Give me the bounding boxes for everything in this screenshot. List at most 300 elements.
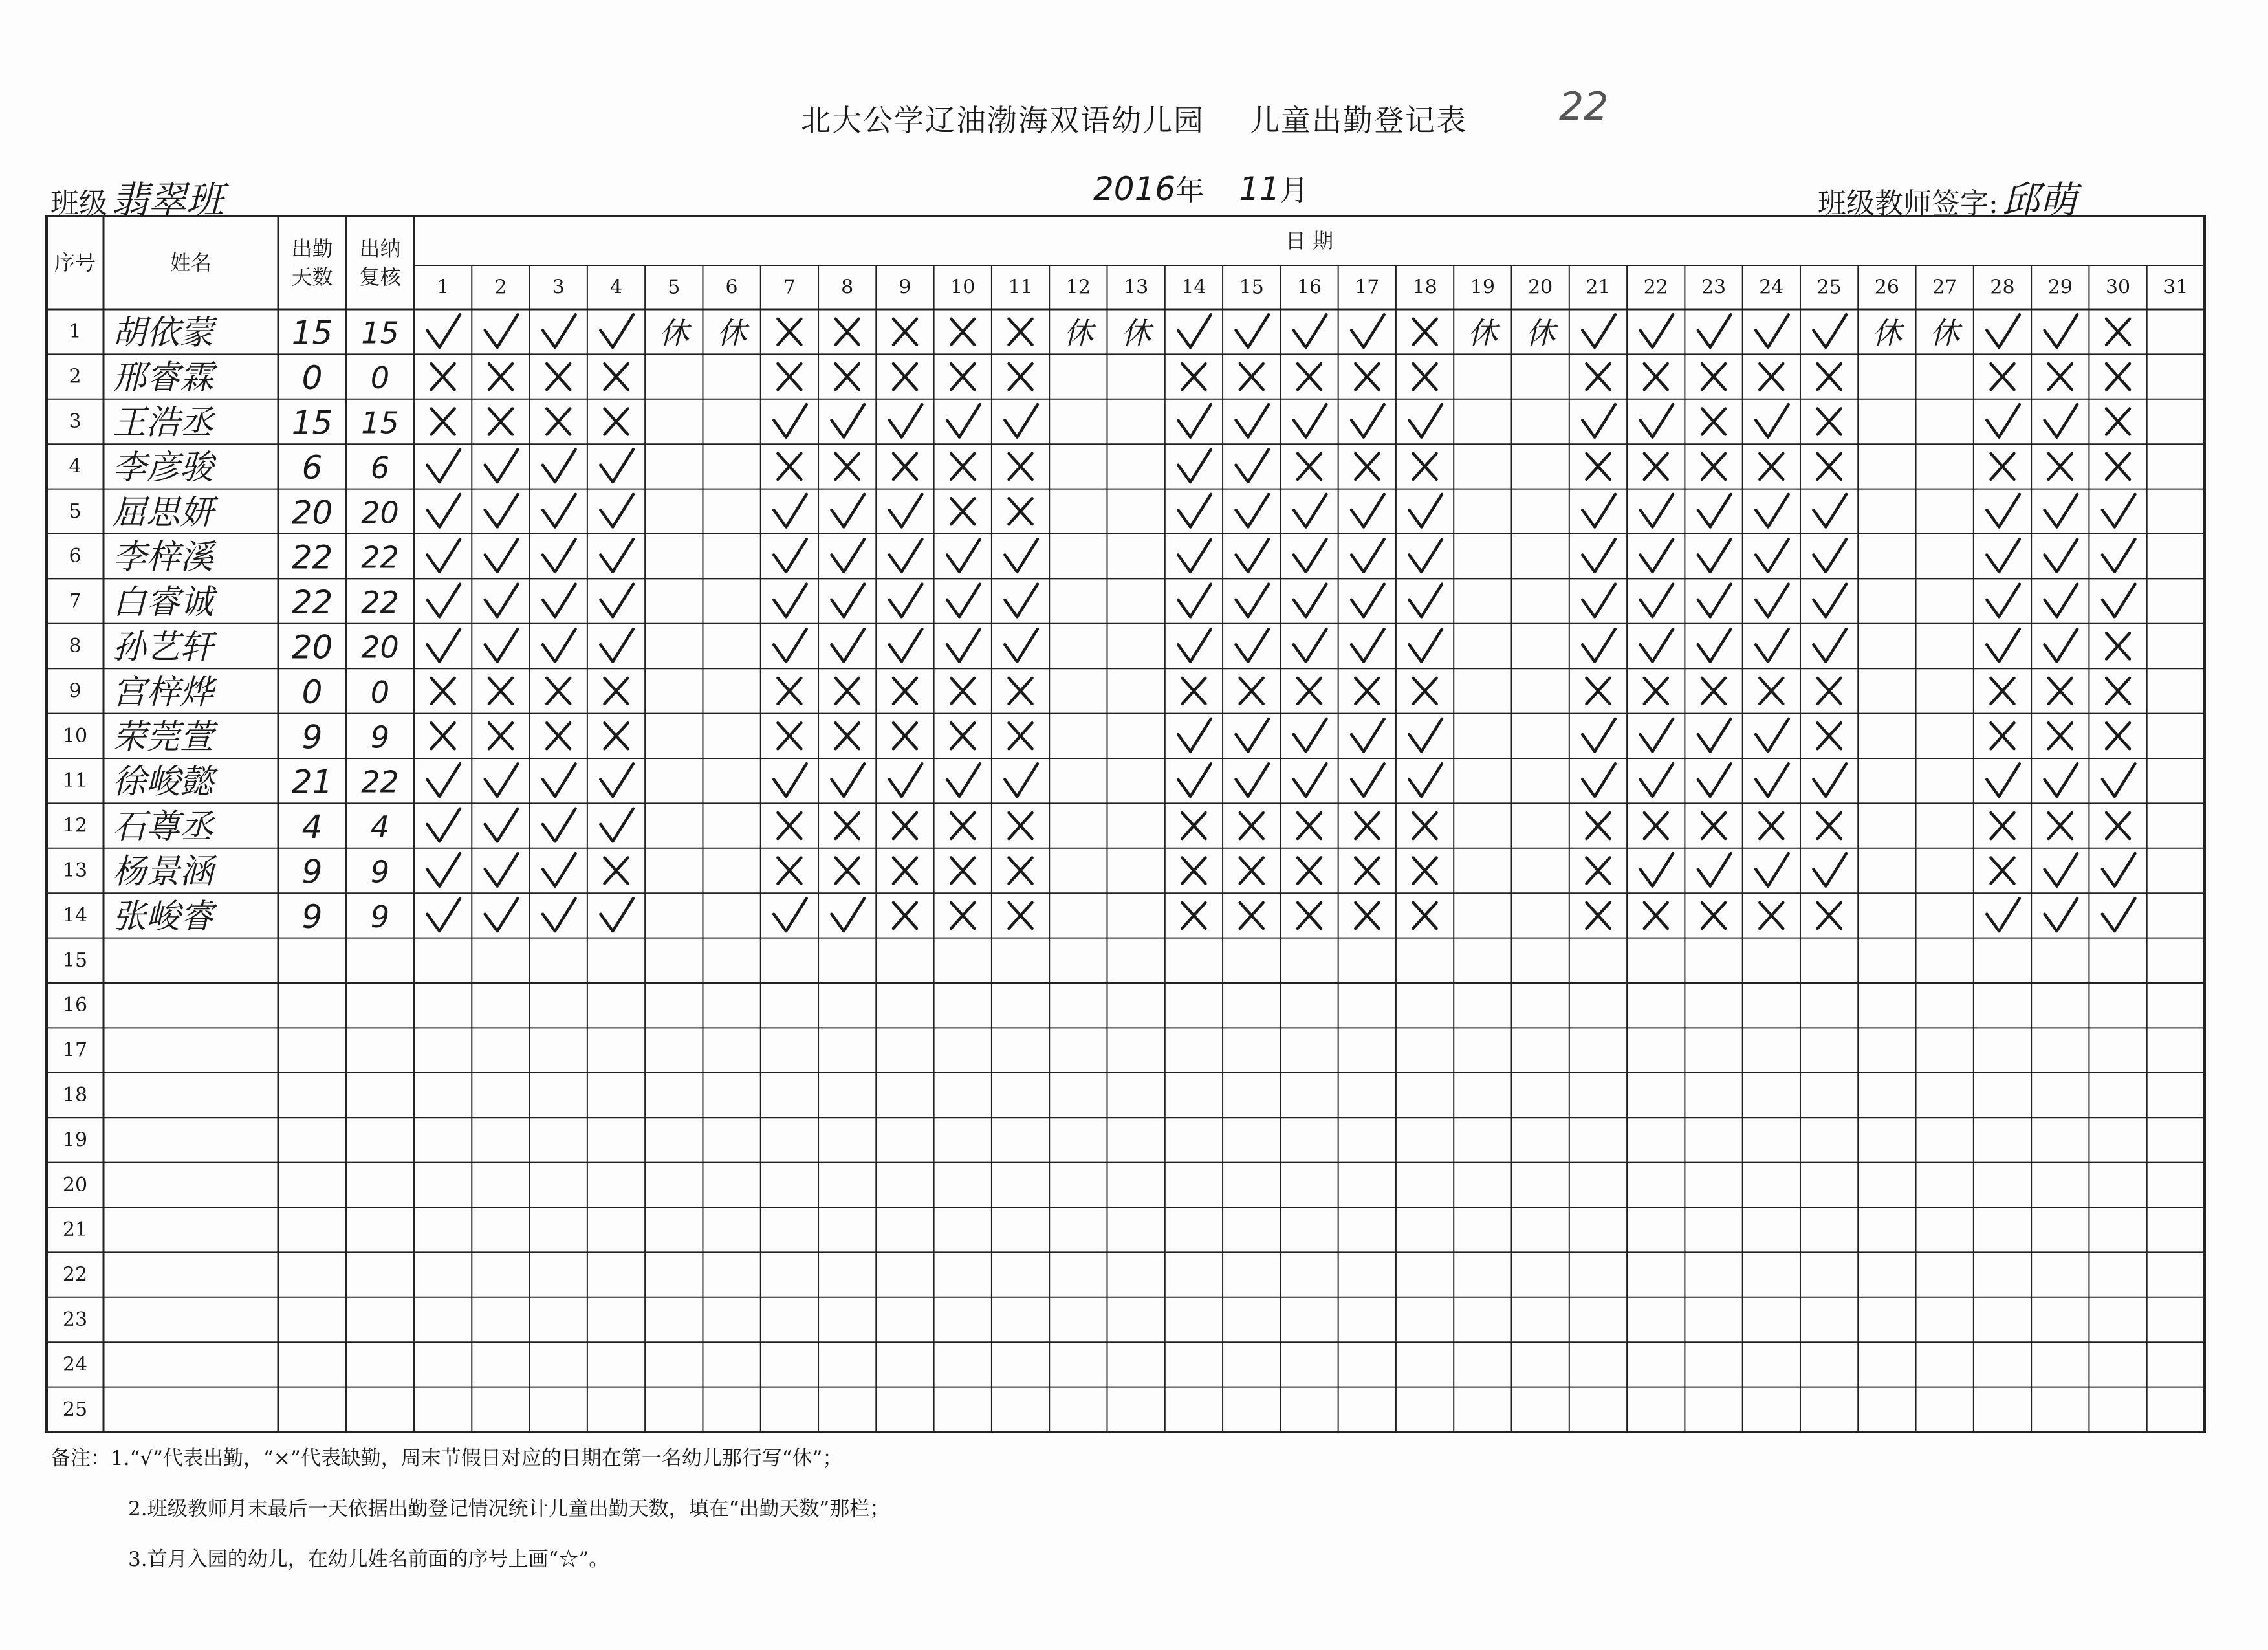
class-value: 翡翠班 xyxy=(111,178,224,222)
check-mark xyxy=(889,764,922,797)
cashier-check-days: 20 xyxy=(361,630,399,665)
cross-mark xyxy=(1760,903,1783,929)
cross-mark xyxy=(2049,813,2072,839)
attendance-days: 22 xyxy=(291,538,333,577)
page-number: 22 xyxy=(1559,84,1609,129)
cross-mark xyxy=(836,723,859,749)
student-name: 王浩丞 xyxy=(113,403,214,443)
check-mark xyxy=(889,584,922,617)
cross-mark xyxy=(605,409,628,435)
cross-mark xyxy=(1586,454,1609,479)
check-mark xyxy=(1698,494,1731,527)
holiday-mark: 休 xyxy=(1525,315,1556,351)
cross-mark xyxy=(1702,813,1725,839)
check-mark xyxy=(600,629,633,662)
check-mark xyxy=(1236,314,1269,347)
cross-mark xyxy=(1009,723,1032,749)
row-number: 1 xyxy=(69,320,82,344)
cross-mark xyxy=(836,319,859,345)
cross-mark xyxy=(489,409,512,435)
row-number: 12 xyxy=(62,814,88,837)
teacher-label: 班级教师签字: xyxy=(1818,187,1998,220)
day-number: 30 xyxy=(2105,276,2131,299)
check-mark xyxy=(2102,899,2135,932)
student-name: 杨景涵 xyxy=(113,852,214,892)
cashier-check-days: 6 xyxy=(370,450,390,485)
day-number: 11 xyxy=(1008,276,1033,299)
cross-mark xyxy=(431,364,455,390)
cross-mark xyxy=(1702,903,1725,929)
day-number: 27 xyxy=(1932,276,1957,299)
cross-mark xyxy=(1298,903,1321,929)
cross-mark xyxy=(1240,364,1263,390)
cashier-check-days: 15 xyxy=(361,315,399,351)
holiday-mark: 休 xyxy=(1467,315,1498,351)
check-mark xyxy=(1756,764,1789,797)
cross-mark xyxy=(778,678,801,704)
day-number: 26 xyxy=(1874,276,1899,299)
check-mark xyxy=(889,494,922,527)
cross-mark xyxy=(1586,364,1609,390)
check-mark xyxy=(2045,314,2078,347)
row-number: 24 xyxy=(62,1353,88,1376)
check-mark xyxy=(1641,719,1674,752)
check-mark xyxy=(1178,719,1211,752)
row-number: 19 xyxy=(62,1128,88,1152)
row-number: 25 xyxy=(62,1398,88,1421)
attendance-days: 22 xyxy=(291,584,333,622)
day-number: 12 xyxy=(1065,276,1091,299)
check-mark xyxy=(774,764,807,797)
check-mark xyxy=(1351,494,1384,527)
cross-mark xyxy=(1298,364,1321,390)
check-mark xyxy=(1641,629,1674,662)
check-mark xyxy=(774,494,807,527)
check-mark xyxy=(2045,853,2078,886)
check-mark xyxy=(774,899,807,932)
check-mark xyxy=(1698,719,1731,752)
cross-mark xyxy=(1009,498,1032,524)
note-2: 2.班级教师月末最后一天依据出勤登记情况统计儿童出勤天数，填在“出勤天数”那栏； xyxy=(128,1497,890,1521)
cross-mark xyxy=(1818,409,1841,435)
attendance-days: 15 xyxy=(291,314,333,352)
check-mark xyxy=(427,899,460,932)
cashier-check-days: 15 xyxy=(361,405,399,441)
check-mark xyxy=(543,899,576,932)
holiday-mark: 休 xyxy=(717,315,747,351)
row-number: 10 xyxy=(62,724,88,747)
student-name: 孙艺轩 xyxy=(113,628,214,667)
day-number: 14 xyxy=(1181,276,1206,299)
cross-mark xyxy=(1644,813,1668,839)
month-value: 11 xyxy=(1239,170,1280,208)
day-number: 22 xyxy=(1643,276,1668,299)
check-mark xyxy=(600,450,633,483)
day-number: 10 xyxy=(950,276,976,299)
check-mark xyxy=(2102,584,2135,617)
cross-mark xyxy=(893,903,917,929)
cross-mark xyxy=(489,364,512,390)
check-mark xyxy=(1813,314,1846,347)
cashier-check-header: 出纳 xyxy=(359,236,401,261)
student-name: 宫梓烨 xyxy=(113,672,214,712)
check-mark xyxy=(1236,719,1269,752)
check-mark xyxy=(543,853,576,886)
cross-mark xyxy=(1702,454,1725,479)
day-number: 23 xyxy=(1701,276,1727,299)
row-number: 8 xyxy=(69,635,82,657)
cross-mark xyxy=(1644,678,1668,704)
cross-mark xyxy=(1586,678,1609,704)
cross-mark xyxy=(778,723,801,749)
cross-mark xyxy=(2106,409,2130,435)
cashier-check-days: 0 xyxy=(370,674,390,710)
cross-mark xyxy=(836,678,859,704)
check-mark xyxy=(1698,629,1731,662)
check-mark xyxy=(1294,314,1327,347)
attendance-days: 20 xyxy=(291,494,333,532)
check-mark xyxy=(1756,629,1789,662)
check-mark xyxy=(1351,764,1384,797)
check-mark xyxy=(600,314,633,347)
check-mark xyxy=(2045,629,2078,662)
day-number: 19 xyxy=(1470,276,1495,299)
check-mark xyxy=(543,539,576,572)
cashier-check-days: 0 xyxy=(370,360,390,396)
day-number: 24 xyxy=(1759,276,1784,299)
cross-mark xyxy=(1990,678,2014,704)
holiday-mark: 休 xyxy=(1930,315,1960,351)
check-mark xyxy=(831,764,864,797)
student-name: 李梓溪 xyxy=(113,538,214,577)
check-mark xyxy=(1582,494,1615,527)
row-number: 6 xyxy=(69,545,82,568)
check-mark xyxy=(1641,494,1674,527)
row-number: 23 xyxy=(62,1308,88,1331)
cross-mark xyxy=(2106,678,2130,704)
check-mark xyxy=(1756,494,1789,527)
check-mark xyxy=(427,809,460,842)
cross-mark xyxy=(1586,903,1609,929)
cross-mark xyxy=(893,678,917,704)
check-mark xyxy=(485,853,518,886)
check-mark xyxy=(1005,539,1038,572)
day-number: 2 xyxy=(494,276,507,299)
cashier-check-days: 9 xyxy=(370,720,390,755)
check-mark xyxy=(1756,314,1789,347)
check-mark xyxy=(600,494,633,527)
check-mark xyxy=(831,404,864,437)
day-number: 15 xyxy=(1239,276,1264,299)
check-mark xyxy=(1351,539,1384,572)
day-number: 9 xyxy=(899,276,911,299)
cross-mark xyxy=(1009,858,1032,884)
cross-mark xyxy=(1009,319,1032,345)
check-mark xyxy=(1178,450,1211,483)
cross-mark xyxy=(1818,364,1841,390)
check-mark xyxy=(1236,494,1269,527)
cross-mark xyxy=(2049,678,2072,704)
check-mark xyxy=(947,404,980,437)
check-mark xyxy=(1294,584,1327,617)
cross-mark xyxy=(547,678,570,704)
cross-mark xyxy=(893,364,917,390)
year-suffix: 年 xyxy=(1175,174,1205,207)
check-mark xyxy=(485,809,518,842)
check-mark xyxy=(1582,539,1615,572)
cross-mark xyxy=(1818,903,1841,929)
cross-mark xyxy=(1413,678,1437,704)
cross-mark xyxy=(431,678,455,704)
check-mark xyxy=(543,629,576,662)
teacher-signature: 邱萌 xyxy=(2001,178,2077,222)
check-mark xyxy=(1294,629,1327,662)
check-mark xyxy=(427,450,460,483)
row-number: 3 xyxy=(69,410,82,433)
check-mark xyxy=(774,404,807,437)
check-mark xyxy=(1178,494,1211,527)
attendance-days: 21 xyxy=(291,763,333,801)
cross-mark xyxy=(951,858,974,884)
cashier-check-days: 22 xyxy=(361,540,399,575)
holiday-mark: 休 xyxy=(659,315,689,351)
check-mark xyxy=(1987,764,2020,797)
check-mark xyxy=(1351,719,1384,752)
cross-mark xyxy=(1644,903,1668,929)
check-mark xyxy=(1409,629,1442,662)
cross-mark xyxy=(1182,678,1205,704)
row-number: 22 xyxy=(62,1263,88,1286)
cross-mark xyxy=(1990,454,2014,479)
check-mark xyxy=(1987,899,2020,932)
check-mark xyxy=(1641,404,1674,437)
check-mark xyxy=(1236,404,1269,437)
student-name: 张峻睿 xyxy=(113,897,214,936)
check-mark xyxy=(1813,764,1846,797)
check-mark xyxy=(1294,539,1327,572)
holiday-mark: 休 xyxy=(1121,315,1151,351)
student-name: 屈思妍 xyxy=(113,493,214,533)
cross-mark xyxy=(431,409,455,435)
day-number: 6 xyxy=(725,276,738,299)
row-number: 18 xyxy=(62,1084,88,1106)
row-number: 2 xyxy=(69,365,82,388)
cross-mark xyxy=(489,723,512,749)
cross-mark xyxy=(951,364,974,390)
seq-header: 序号 xyxy=(54,250,96,275)
check-mark xyxy=(1178,584,1211,617)
attendance-days: 0 xyxy=(301,359,323,397)
row-number: 14 xyxy=(62,904,88,927)
student-name: 石尊丞 xyxy=(113,808,214,847)
cross-mark xyxy=(836,858,859,884)
check-mark xyxy=(1294,404,1327,437)
check-mark xyxy=(1178,629,1211,662)
check-mark xyxy=(1756,584,1789,617)
cross-mark xyxy=(778,813,801,839)
cross-mark xyxy=(1413,903,1437,929)
cross-mark xyxy=(951,813,974,839)
check-mark xyxy=(543,764,576,797)
check-mark xyxy=(1698,853,1731,886)
check-mark xyxy=(427,764,460,797)
note-1: 备注：1.“√”代表出勤，“×”代表缺勤，周末节假日对应的日期在第一名幼儿那行写“休”； xyxy=(50,1447,843,1470)
cross-mark xyxy=(1009,364,1032,390)
check-mark xyxy=(831,539,864,572)
form-name: 儿童出勤登记表 xyxy=(1250,103,1467,138)
cross-mark xyxy=(1413,454,1437,479)
check-mark xyxy=(2102,853,2135,886)
check-mark xyxy=(1987,629,2020,662)
day-number: 20 xyxy=(1528,276,1553,299)
check-mark xyxy=(600,899,633,932)
cross-mark xyxy=(1990,723,2014,749)
check-mark xyxy=(427,314,460,347)
day-number: 28 xyxy=(1990,276,2015,299)
day-number: 18 xyxy=(1412,276,1437,299)
cross-mark xyxy=(1702,678,1725,704)
cross-mark xyxy=(1009,454,1032,479)
cross-mark xyxy=(1355,813,1379,839)
cross-mark xyxy=(1760,364,1783,390)
cross-mark xyxy=(605,858,628,884)
attendance-days-header: 出勤 xyxy=(291,236,333,261)
check-mark xyxy=(1813,629,1846,662)
student-name: 荣莞萱 xyxy=(113,718,214,757)
check-mark xyxy=(485,494,518,527)
cross-mark xyxy=(1586,858,1609,884)
check-mark xyxy=(1582,719,1615,752)
check-mark xyxy=(600,539,633,572)
check-mark xyxy=(427,629,460,662)
cross-mark xyxy=(1182,813,1205,839)
check-mark xyxy=(1641,584,1674,617)
check-mark xyxy=(774,539,807,572)
check-mark xyxy=(1351,584,1384,617)
check-mark xyxy=(1698,314,1731,347)
check-mark xyxy=(1005,584,1038,617)
check-mark xyxy=(1005,629,1038,662)
check-mark xyxy=(485,764,518,797)
check-mark xyxy=(1813,494,1846,527)
month-suffix: 月 xyxy=(1280,174,1309,207)
cross-mark xyxy=(2106,723,2130,749)
holiday-mark: 休 xyxy=(1063,315,1093,351)
check-mark xyxy=(600,809,633,842)
row-number: 15 xyxy=(62,949,88,972)
year-value: 2016 xyxy=(1093,170,1176,208)
cross-mark xyxy=(893,319,917,345)
check-mark xyxy=(485,899,518,932)
student-name: 邢睿霖 xyxy=(113,358,214,398)
cross-mark xyxy=(1355,364,1379,390)
cross-mark xyxy=(1240,858,1263,884)
cashier-check-header: 复核 xyxy=(359,265,401,289)
cross-mark xyxy=(1586,813,1609,839)
check-mark xyxy=(543,494,576,527)
check-mark xyxy=(427,539,460,572)
check-mark xyxy=(1582,404,1615,437)
check-mark xyxy=(1409,404,1442,437)
day-number: 7 xyxy=(783,276,796,299)
cashier-check-days: 22 xyxy=(361,585,399,621)
check-mark xyxy=(774,584,807,617)
check-mark xyxy=(1351,314,1384,347)
cross-mark xyxy=(1355,858,1379,884)
cross-mark xyxy=(836,813,859,839)
check-mark xyxy=(2045,539,2078,572)
cross-mark xyxy=(1298,858,1321,884)
cross-mark xyxy=(605,723,628,749)
attendance-days: 4 xyxy=(301,808,323,846)
cross-mark xyxy=(951,723,974,749)
cross-mark xyxy=(951,498,974,524)
check-mark xyxy=(1987,404,2020,437)
cross-mark xyxy=(1644,364,1668,390)
check-mark xyxy=(1756,853,1789,886)
cross-mark xyxy=(1009,903,1032,929)
cashier-check-days: 22 xyxy=(361,764,399,800)
day-number: 8 xyxy=(841,276,854,299)
day-number: 4 xyxy=(609,276,623,299)
check-mark xyxy=(1409,584,1442,617)
cross-mark xyxy=(1702,409,1725,435)
cross-mark xyxy=(1298,813,1321,839)
cross-mark xyxy=(1240,678,1263,704)
cross-mark xyxy=(1182,903,1205,929)
check-mark xyxy=(1236,539,1269,572)
row-number: 21 xyxy=(62,1218,88,1242)
row-number: 17 xyxy=(62,1039,88,1062)
check-mark xyxy=(2102,764,2135,797)
cross-mark xyxy=(1990,813,2014,839)
cross-mark xyxy=(2106,454,2130,479)
check-mark xyxy=(2102,494,2135,527)
cashier-check-days: 4 xyxy=(370,809,390,845)
check-mark xyxy=(1813,539,1846,572)
check-mark xyxy=(543,314,576,347)
cross-mark xyxy=(2049,364,2072,390)
cross-mark xyxy=(1413,364,1437,390)
cross-mark xyxy=(1760,678,1783,704)
check-mark xyxy=(1582,764,1615,797)
check-mark xyxy=(543,584,576,617)
check-mark xyxy=(485,450,518,483)
attendance-days: 0 xyxy=(301,673,323,711)
row-number: 4 xyxy=(69,455,82,478)
cross-mark xyxy=(547,723,570,749)
check-mark xyxy=(600,584,633,617)
check-mark xyxy=(1641,314,1674,347)
notes xyxy=(50,1433,889,1585)
check-mark xyxy=(485,629,518,662)
cross-mark xyxy=(547,409,570,435)
cross-mark xyxy=(2106,364,2130,390)
cross-mark xyxy=(1644,454,1668,479)
check-mark xyxy=(1698,584,1731,617)
cross-mark xyxy=(1818,678,1841,704)
check-mark xyxy=(1294,494,1327,527)
attendance-days: 9 xyxy=(301,718,323,756)
check-mark xyxy=(1178,539,1211,572)
check-mark xyxy=(543,809,576,842)
check-mark xyxy=(1582,314,1615,347)
attendance-days: 6 xyxy=(301,448,323,487)
date-header: 日 期 xyxy=(1285,228,1334,253)
cross-mark xyxy=(778,858,801,884)
check-mark xyxy=(1813,853,1846,886)
cross-mark xyxy=(1413,858,1437,884)
